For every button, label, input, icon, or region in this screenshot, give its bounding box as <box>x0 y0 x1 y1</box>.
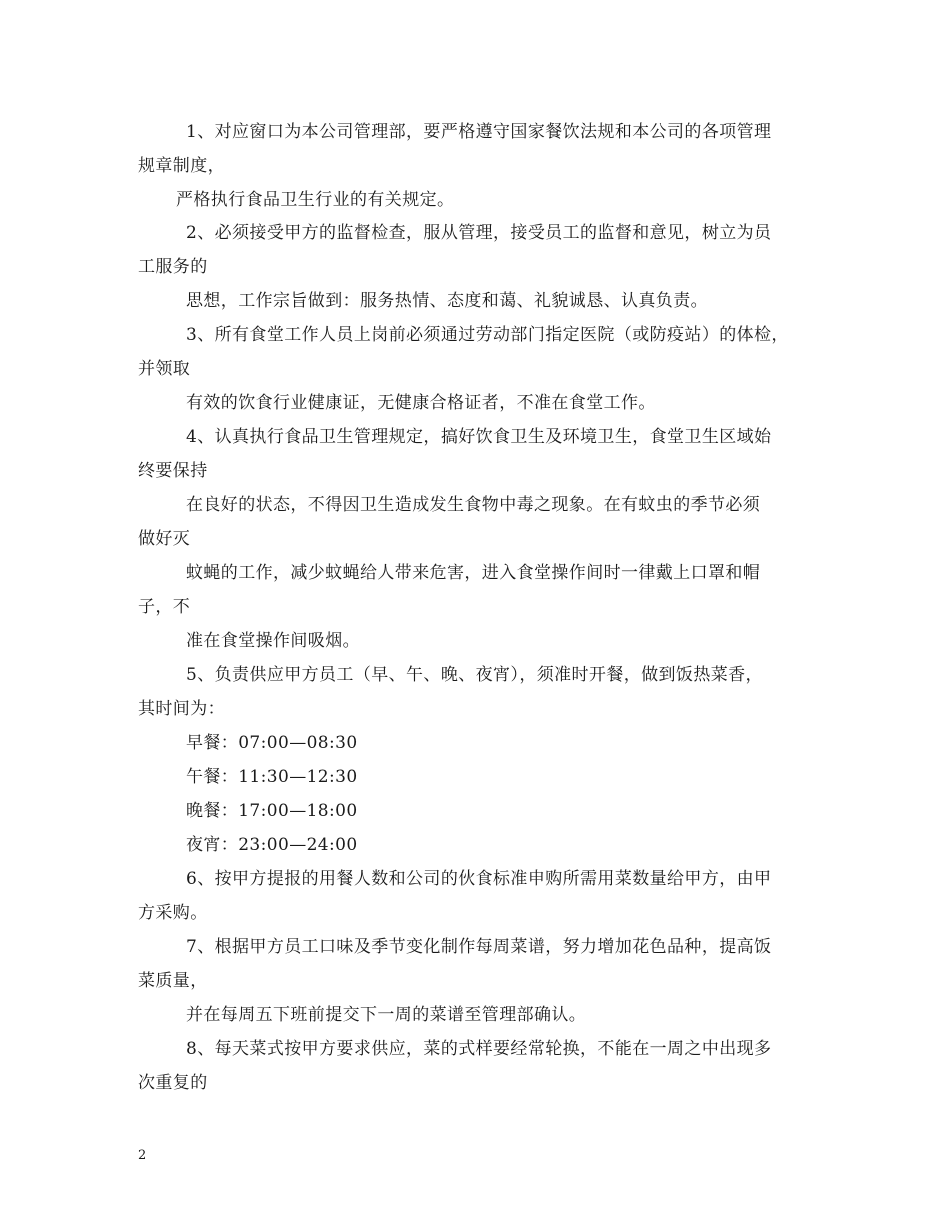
paragraph-4-line-7: 准在食堂操作间吸烟。 <box>186 631 360 651</box>
paragraph-1-line-1: 1、对应窗口为本公司管理部，要严格遵守国家餐饮法规和本公司的各项管理 <box>186 122 772 142</box>
paragraph-3-line-1: 3、所有食堂工作人员上岗前必须通过劳动部门指定医院（或防疫站）的体检， <box>186 325 789 345</box>
paragraph-7-line-3: 并在每周五下班前提交下一周的菜谱至管理部确认。 <box>186 1005 587 1025</box>
meal-time-lunch: 午餐：11:30—12:30 <box>186 767 358 787</box>
paragraph-7-line-2: 菜质量， <box>138 971 208 991</box>
paragraph-8-line-2: 次重复的 <box>138 1073 208 1093</box>
paragraph-6-line-1: 6、按甲方提报的用餐人数和公司的伙食标准申购所需用菜数量给甲方，由甲 <box>186 869 772 889</box>
paragraph-3-line-2: 并领取 <box>138 359 191 379</box>
meal-time-breakfast: 早餐：07:00—08:30 <box>186 733 358 753</box>
paragraph-4-line-3: 在良好的状态，不得因卫生造成发生食物中毒之现象。在有蚊虫的季节必须 <box>186 495 761 515</box>
paragraph-4-line-5: 蚊蝇的工作，减少蚊蝇给人带来危害，进入食堂操作间时一律戴上口罩和帽 <box>186 563 761 583</box>
paragraph-6-line-2: 方采购。 <box>138 903 208 923</box>
paragraph-4-line-6: 子，不 <box>138 597 191 617</box>
paragraph-1-line-3: 严格执行食品卫生行业的有关规定。 <box>176 190 455 210</box>
paragraph-4-line-4: 做好灭 <box>138 529 191 549</box>
paragraph-5-line-1: 5、负责供应甲方员工（早、午、晚、夜宵），须准时开餐，做到饭热菜香， <box>186 665 763 685</box>
meal-time-dinner: 晚餐：17:00—18:00 <box>186 801 358 821</box>
paragraph-1-line-2: 规章制度， <box>138 156 225 176</box>
paragraph-3-line-3: 有效的饮食行业健康证，无健康合格证者，不准在食堂工作。 <box>186 393 656 413</box>
paragraph-8-line-1: 8、每天菜式按甲方要求供应，菜的式样要经常轮换，不能在一周之中出现多 <box>186 1039 772 1059</box>
paragraph-7-line-1: 7、根据甲方员工口味及季节变化制作每周菜谱，努力增加花色品种，提高饭 <box>186 937 772 957</box>
paragraph-4-line-1: 4、认真执行食品卫生管理规定，搞好饮食卫生及环境卫生，食堂卫生区域始 <box>186 427 772 447</box>
paragraph-4-line-2: 终要保持 <box>138 461 208 481</box>
meal-time-late-night: 夜宵：23:00—24:00 <box>186 835 358 855</box>
page-number: 2 <box>138 1148 147 1163</box>
paragraph-2-line-3: 思想，工作宗旨做到：服务热情、态度和蔼、礼貌诚恳、认真负责。 <box>186 291 708 311</box>
paragraph-2-line-2: 工服务的 <box>138 257 208 277</box>
paragraph-5-line-2: 其时间为： <box>138 699 225 719</box>
paragraph-2-line-1: 2、必须接受甲方的监督检查，服从管理，接受员工的监督和意见，树立为员 <box>186 223 772 243</box>
